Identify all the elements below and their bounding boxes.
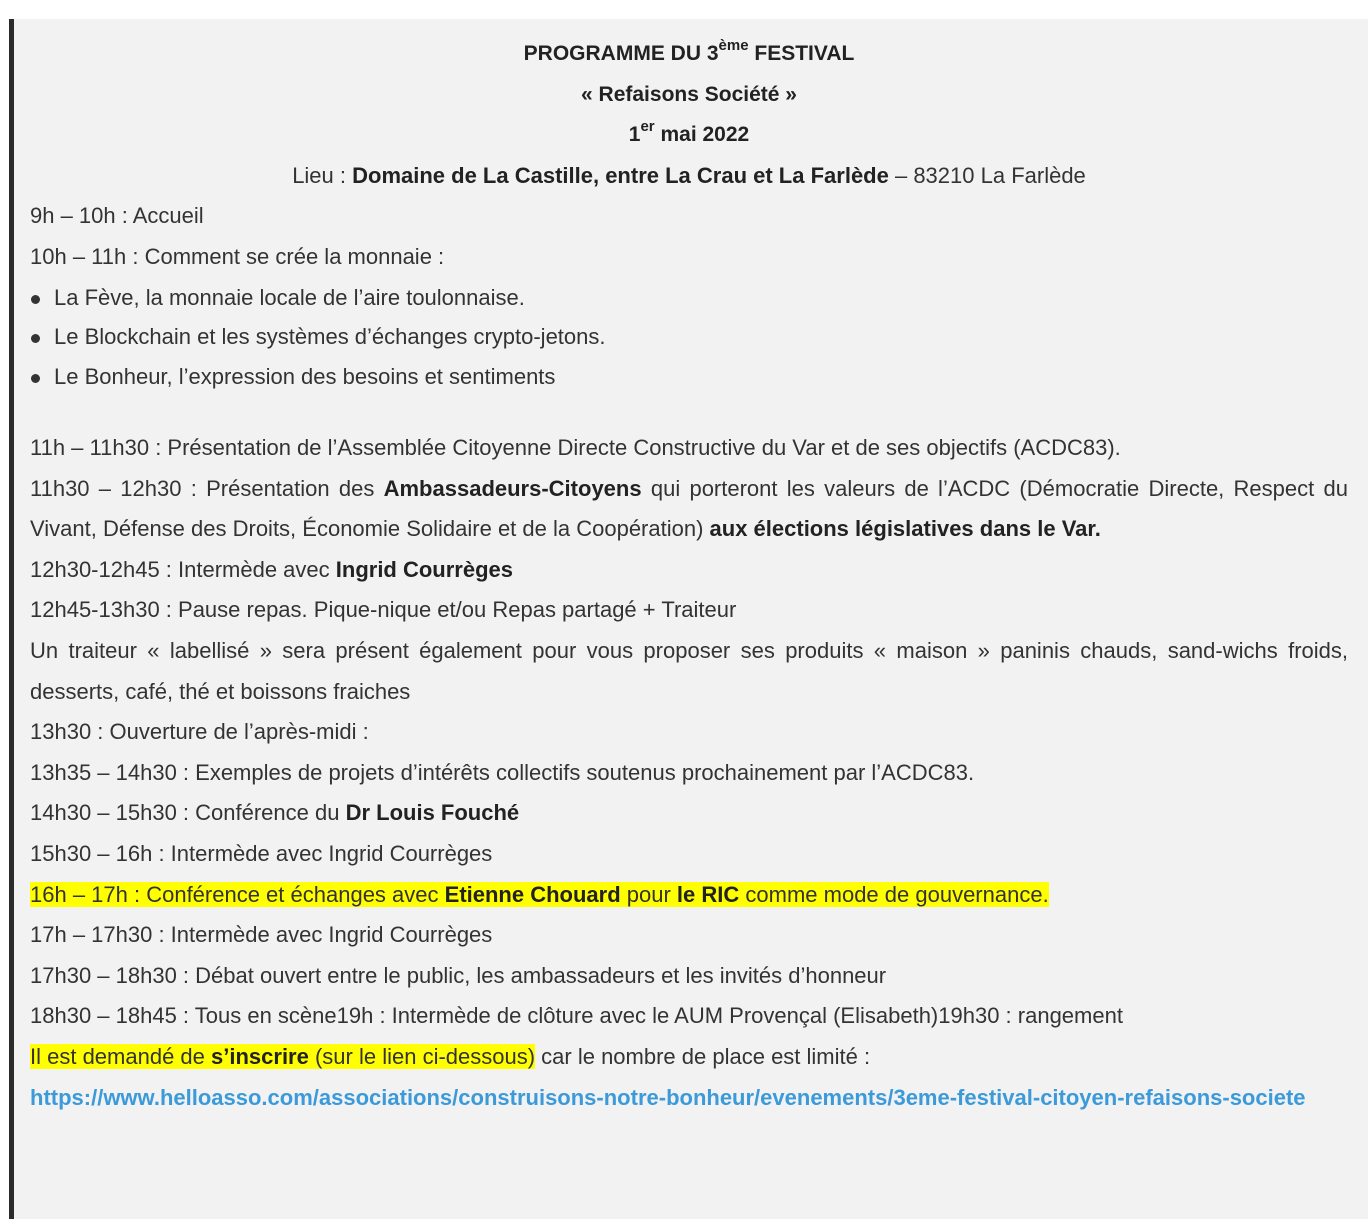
festival-date: 1er mai 2022 [628, 118, 750, 147]
schedule-ric [30, 875, 1348, 916]
schedule-intermede-1: 12h30-12h45 : Intermède avec Ingrid Courrèges [30, 556, 514, 582]
title-superscript: ème [718, 37, 749, 54]
schedule-presentation-acdc: 11h – 11h30 : Présentation de l’Assemblée Citoyenne Directe Constructive du Var et de ses objectifs (ACDC83). [30, 435, 1121, 461]
venue-line: Lieu : Domaine de La Castille, entre La Crau et La Farlède – 83210 La Farlède [292, 162, 1086, 188]
list-item: La Fève, la monnaie locale de l’aire toulonnaise. [30, 278, 1348, 318]
registration-note: Il est demandé de s’inscrire (sur le lien ci-dessous) car le nombre de place est limité : [30, 1043, 871, 1069]
registration-link-line [30, 1078, 1348, 1119]
registration-link[interactable]: https://www.helloasso.com/associations/construisons-notre-bonheur/evenements/3eme-festival-citoyen-refaisons-societe [30, 1084, 1306, 1110]
spacer [30, 396, 1348, 428]
list-item: Le Bonheur, l’expression des besoins et sentiments [30, 357, 1348, 397]
schedule-monnaie: 10h – 11h : Comment se crée la monnaie : [30, 243, 445, 269]
highlight: 16h – 17h : Conférence et échanges avec Etienne Chouard pour le RIC comme mode de gouvernance. [30, 881, 1049, 907]
festival-name: « Refaisons Société » [581, 82, 797, 106]
schedule-conference: 14h30 – 15h30 : Conférence du Dr Louis Fouché [30, 800, 520, 826]
schedule-ouverture: 13h30 : Ouverture de l’après-midi : [30, 719, 369, 745]
monnaie-topics-list [30, 278, 1348, 397]
program-card [9, 19, 1368, 1219]
schedule-intermede-3: 17h – 17h30 : Intermède avec Ingrid Courrèges [30, 922, 493, 948]
schedule-debat: 17h30 – 18h30 : Débat ouvert entre le public, les ambassadeurs et les invités d’honneur [30, 962, 887, 988]
schedule-ambassadeurs: 11h30 – 12h30 : Présentation des Ambassadeurs-Citoyens qui porteront les valeurs de l’ACDC (Démocratie Directe, Respect du Vivant, Défense des Droits, Économie Solidaire et de la Coopération) aux élections législatives dans le Var. [30, 475, 1348, 542]
highlight: Il est demandé de s’inscrire (sur le lien ci-dessous) [30, 1043, 536, 1069]
date-superscript: er [640, 118, 655, 136]
venue-name: Domaine de La Castille, entre La Crau et La Farlède [352, 162, 889, 188]
program-title: PROGRAMME DU 3ème FESTIVAL [523, 37, 855, 65]
schedule-pause: 12h45-13h30 : Pause repas. Pique-nique et/ou Repas partagé + Traiteur [30, 597, 737, 623]
traiteur-note: Un traiteur « labellisé » sera présent également pour vous proposer ses produits « maison » paninis chauds, sand-wichs froids, desserts, café, thé et boissons fraiches [30, 638, 1348, 704]
schedule-exemples: 13h35 – 14h30 : Exemples de projets d’intérêts collectifs soutenus prochainement par l’ACDC83. [30, 759, 975, 785]
list-item: Le Blockchain et les systèmes d’échanges crypto-jetons. [30, 317, 1348, 357]
schedule-scene: 18h30 – 18h45 : Tous en scène19h : Intermède de clôture avec le AUM Provençal (Elisabeth)19h30 : rangement [30, 1003, 1123, 1029]
program-content [30, 34, 1348, 1118]
schedule-intermede-2: 15h30 – 16h : Intermède avec Ingrid Courrèges [30, 841, 493, 866]
schedule-accueil: 9h – 10h : Accueil [30, 203, 204, 229]
